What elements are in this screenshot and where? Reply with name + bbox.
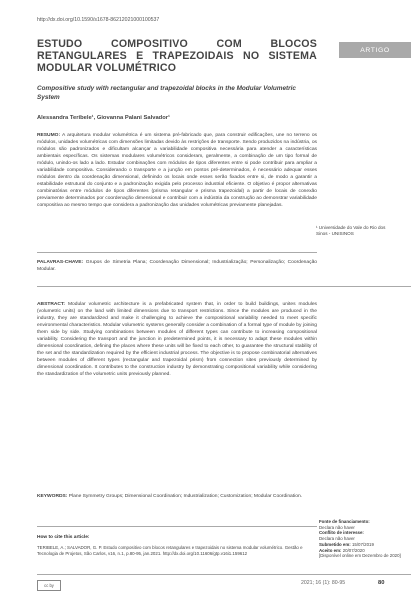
article-title: ESTUDO COMPOSITIVO COM BLOCOS RETANGULARES E TRAPEZOIDAIS NO SISTEMA MODULAR VOLUMÉTRICO — [37, 38, 317, 74]
divider-line — [37, 286, 411, 287]
conflict-label: Conflito de interesse: — [319, 530, 364, 536]
page-number: 80 — [378, 580, 385, 586]
conflict-value: Declara não haver — [319, 536, 355, 542]
article-subtitle: Compositive study with rectangular and trapezoidal blocks in the Modular Volumetric System — [37, 85, 296, 101]
divider-line — [37, 526, 317, 527]
palavras-chave-label: PALAVRAS-CHAVE: — [37, 260, 84, 265]
palavras-chave-block — [37, 259, 317, 273]
article-type-badge: ARTIGO — [339, 42, 411, 58]
submitted-value: 15/07/2019 — [351, 541, 374, 547]
license-badge[interactable]: cc by — [37, 580, 61, 591]
article-meta — [319, 519, 411, 559]
divider-line — [37, 252, 317, 253]
keywords-label: KEYWORDS: — [37, 494, 68, 499]
keywords-block — [37, 493, 317, 500]
doi-link[interactable]: http://dx.doi.org/10.1590/s1678-86212021000100537 — [37, 17, 160, 23]
online-note: [Disponível online em Dezembro de 2020] — [319, 553, 401, 559]
volume-pages: 2021; 16 (1): 80-95 — [301, 580, 346, 586]
palavras-chave-text: Grupos de Simetria Plana; Coordenação Dimensional; Industrialização; Personalização; Coordenação Modular. — [37, 260, 318, 273]
affiliation: ¹ Universidade do Vale do Rio dos Sinos - UNISINOS — [316, 225, 386, 237]
abstract-block — [37, 301, 317, 379]
accepted-value: 20/07/2020 — [342, 547, 365, 553]
divider-line — [37, 574, 411, 575]
funding-label: Fonte de financiamento: — [319, 519, 370, 524]
resumo-block — [37, 132, 317, 210]
keywords-text: Plane Symmetry Groups; Dimensional Coordination; Industrialization; Customization; Modular Coordination. — [68, 494, 303, 499]
abstract-text: Modular volumetric architecture is a prefabricated system that, in order to build buildings, unites modules (volumetric units) on the land with limited dimensions due to transport restrictions. Since the modules are produced in the industry, they are standardized and make it challenging to achieve the compositional variability needed to meet specific environmental characteristics. Modular volumetric systems generally consider a combination of a formal type of module by joining them side by side. Studying combinations between modules of different types can contribute to increasing compositional variability. Considering the transport and the junction in predetermined points, it is necessary to adapt these modules within dimensional coordination, defining the places where these units will be fixed to each other, to guarantee the structural stability of the set and the standardization required by the efficient industrial process. The objective is to propose combinatorial alternatives between modules of different types (rectangular and trapezoidal prism) from connection sites previously determined by dimensional coordination. It contributes to the construction industry by demonstrating compositional variability while considering the standardization of the volumetric units previously planned. — [37, 302, 318, 378]
accepted-label: Aceito em: — [319, 547, 342, 553]
cite-heading: How to cite this article: — [37, 535, 90, 540]
resumo-label: RESUMO: — [37, 133, 61, 138]
funding-value: Declara não haver — [319, 524, 355, 530]
submitted-label: Submetido em: — [319, 541, 351, 547]
citation-text: TERIBELE, A.; SALVADOR, G. P. Estudo compositivo com blocos retangulares e trapezoidais no sistema modular volumétrico. Gestão e Tecnologia de Projetos, São Carlos, v16, n.1, p.80-95, jan.2021. http://dx.doi.org/10.11606/gtp.v16i1.159612 — [37, 545, 303, 557]
abstract-label: ABSTRACT: — [37, 302, 65, 307]
resumo-text: A arquitetura modular volumétrica é um sistema pré-fabricado que, para construir edificações, une no terreno os módulos, unidades volumétricas com dimensões limitadas devido às restrições de transporte. Sendo produzidos na indústria, os módulos são padronizados e dificultam alcançar a variabilidade compositiva necessária para atender a características ambientais específicas. Os sistemas modulares volumétricos consideram, geralmente, a combinação de um tipo formal de módulo, unindo-os lado a lado. Estudar combinações com módulos de tipos diferentes entre si pode contribuir para ampliar a variabilidade compositiva. Considerando o transporte e a junção em pontos pré-determinados, é necessário adequar esses módulos dentro da coordenação dimensional, definindo os locais onde esses serão fixados entre si, de modo a garantir a estabilidade estrutural do conjunto e a padronização exigida pelo processo industrial eficiente. O objetivo é propor alternativas combinatórias entre módulos de tipos diferentes (prisma retangular e prisma trapezoidal) a partir de locais de conexão previamente determinados por coordenação dimensional e contribuir com a indústria da construção ao demonstrar variabilidade compositiva ao mesmo tempo que considera a padronização das unidades volumétricas previamente planejadas. — [37, 133, 317, 209]
authors: Alessandra Teribele¹, Giovanna Palani Salvador¹ — [37, 115, 170, 121]
